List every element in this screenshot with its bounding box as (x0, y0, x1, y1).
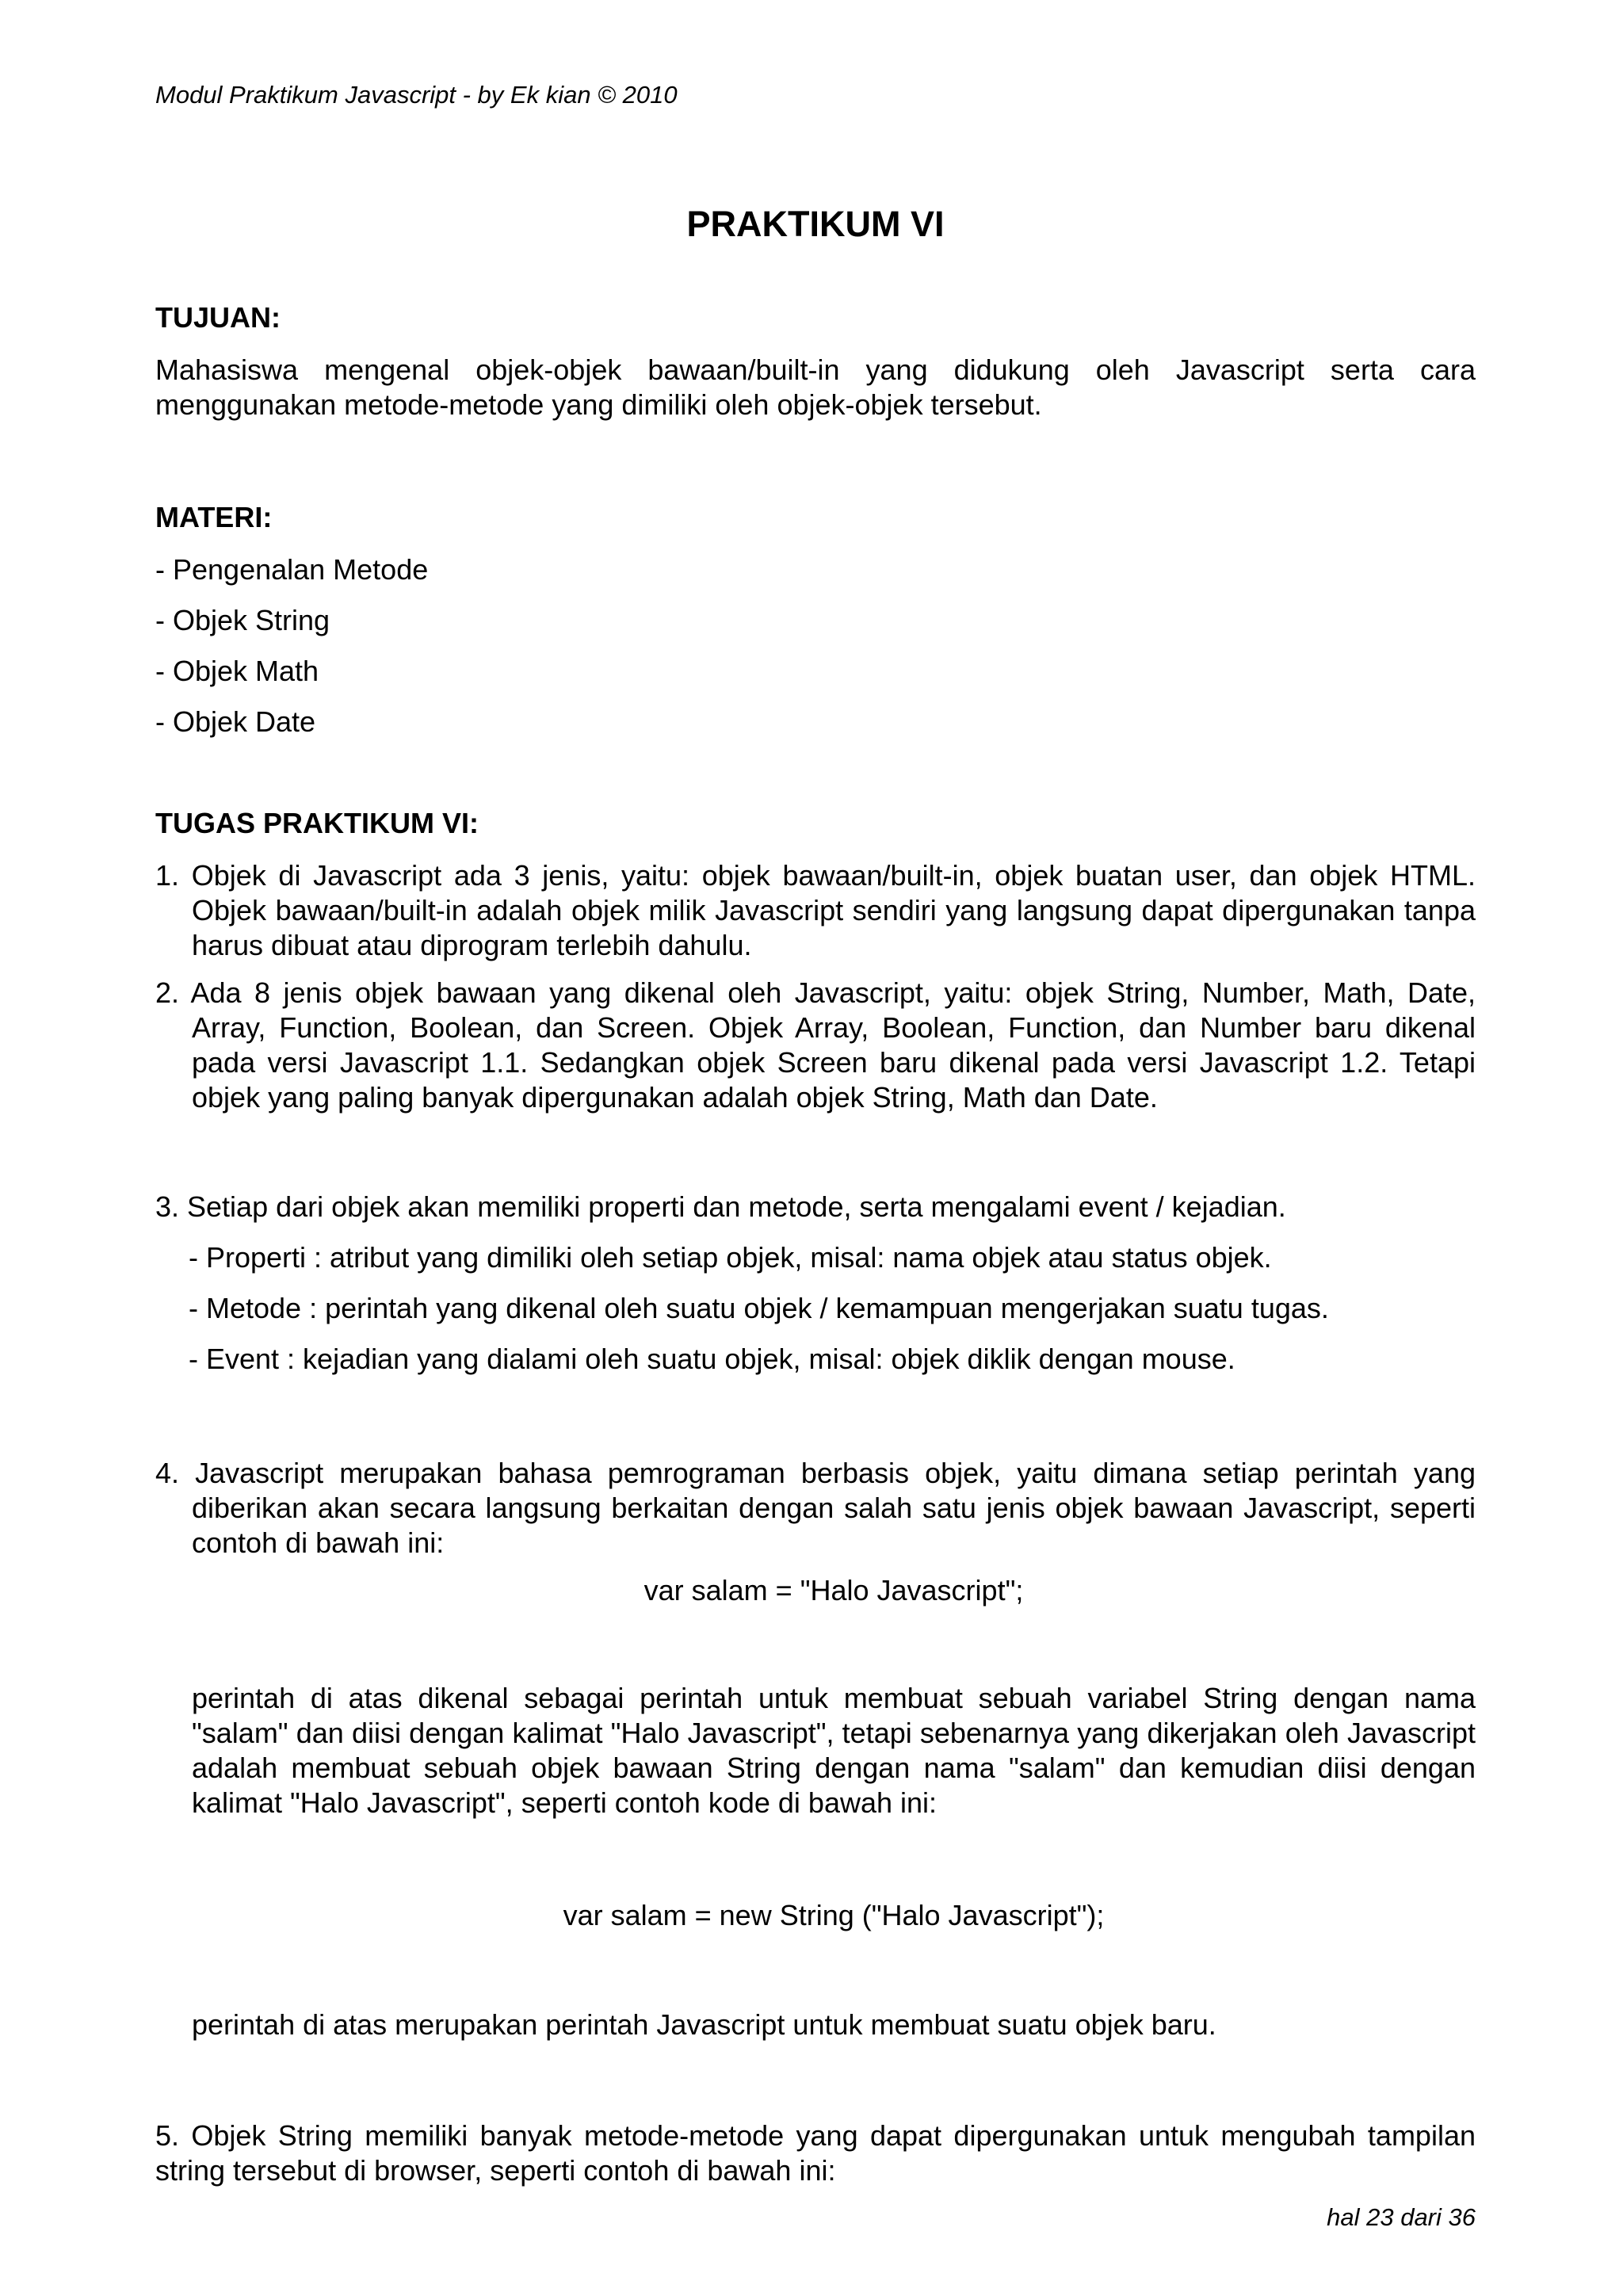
materi-item: - Pengenalan Metode (155, 553, 429, 586)
page-number: hal 23 dari 36 (1327, 2203, 1476, 2231)
materi-item: - Objek Math (155, 655, 319, 687)
task-item-1: 1. Objek di Javascript ada 3 jenis, yaitu: objek bawaan/built-in, objek buatan user, dan objek HTML. Objek bawaan/built-in adalah objek milik Javascript sendiri yang langsung dapat dipergunakan tanpa harus dibuat atau diprogram terlebih dahulu. (155, 859, 1476, 961)
task-subitem-properti: - Properti : atribut yang dimiliki oleh setiap objek, misal: nama objek atau status objek. (189, 1241, 1272, 1274)
code-example-1: var salam = "Halo Javascript"; (643, 1574, 1024, 1606)
task-item-4-conclusion: perintah di atas merupakan perintah Javascript untuk membuat suatu objek baru. (192, 2008, 1216, 2041)
code-example-2: var salam = new String ("Halo Javascript"); (563, 1899, 1105, 1931)
tujuan-section (155, 300, 1476, 422)
tujuan-heading: TUJUAN: (155, 301, 281, 334)
task-item-4-explanation: perintah di atas dikenal sebagai perintah untuk membuat sebuah variabel String dengan nama "salam" dan diisi dengan kalimat "Halo Javascript", tetapi sebenarnya yang dikerjakan oleh Javascript adalah membuat sebuah objek bawaan String dengan nama "salam" dan kemudian diisi dengan kalimat "Halo Javascript", seperti contoh kode di bawah ini: (192, 1682, 1476, 1819)
tugas-section (155, 806, 1476, 2188)
page-title: PRAKTIKUM VI (686, 204, 945, 244)
task-subitem-event: - Event : kejadian yang dialami oleh suatu objek, misal: objek diklik dengan mouse. (189, 1343, 1235, 1375)
materi-section (155, 500, 1476, 739)
task-item-4: 4. Javascript merupakan bahasa pemrograman berbasis objek, yaitu dimana setiap perintah yang diberikan akan secara langsung berkaitan dengan salah satu jenis objek bawaan Javascript, seperti contoh di bawah ini: (155, 1457, 1476, 1559)
materi-heading: MATERI: (155, 501, 273, 533)
task-item-3: 3. Setiap dari objek akan memiliki properti dan metode, serta mengalami event / kejadian. (155, 1190, 1286, 1223)
task-subitem-metode: - Metode : perintah yang dikenal oleh suatu objek / kemampuan mengerjakan suatu tugas. (189, 1292, 1329, 1324)
task-item-3-subitems (155, 1240, 1476, 1377)
materi-item: - Objek String (155, 604, 330, 636)
tugas-heading: TUGAS PRAKTIKUM VI: (155, 807, 479, 839)
task-item-2: 2. Ada 8 jenis objek bawaan yang dikenal oleh Javascript, yaitu: objek String, Number, Math, Date, Array, Function, Boolean, dan Screen. Objek Array, Boolean, Function, dan Number baru dikenal pada versi Javascript 1.1. Sedangkan objek Screen baru dikenal pada versi Javascript 1.2. Tetapi objek yang paling banyak dipergunakan adalah objek String, Math dan Date. (155, 976, 1476, 1114)
running-header: Modul Praktikum Javascript - by Ek kian © 2010 (155, 81, 678, 109)
page-content (155, 202, 1476, 2188)
materi-item: - Objek Date (155, 705, 316, 738)
materi-list (155, 552, 1476, 739)
task-item-5: 5. Objek String memiliki banyak metode-metode yang dapat dipergunakan untuk mengubah tampilan string tersebut di browser, seperti contoh di bawah ini: (155, 2119, 1476, 2187)
tujuan-text: Mahasiswa mengenal objek-objek bawaan/built-in yang didukung oleh Javascript serta cara menggunakan metode-metode yang dimiliki oleh objek-objek tersebut. (155, 353, 1476, 421)
